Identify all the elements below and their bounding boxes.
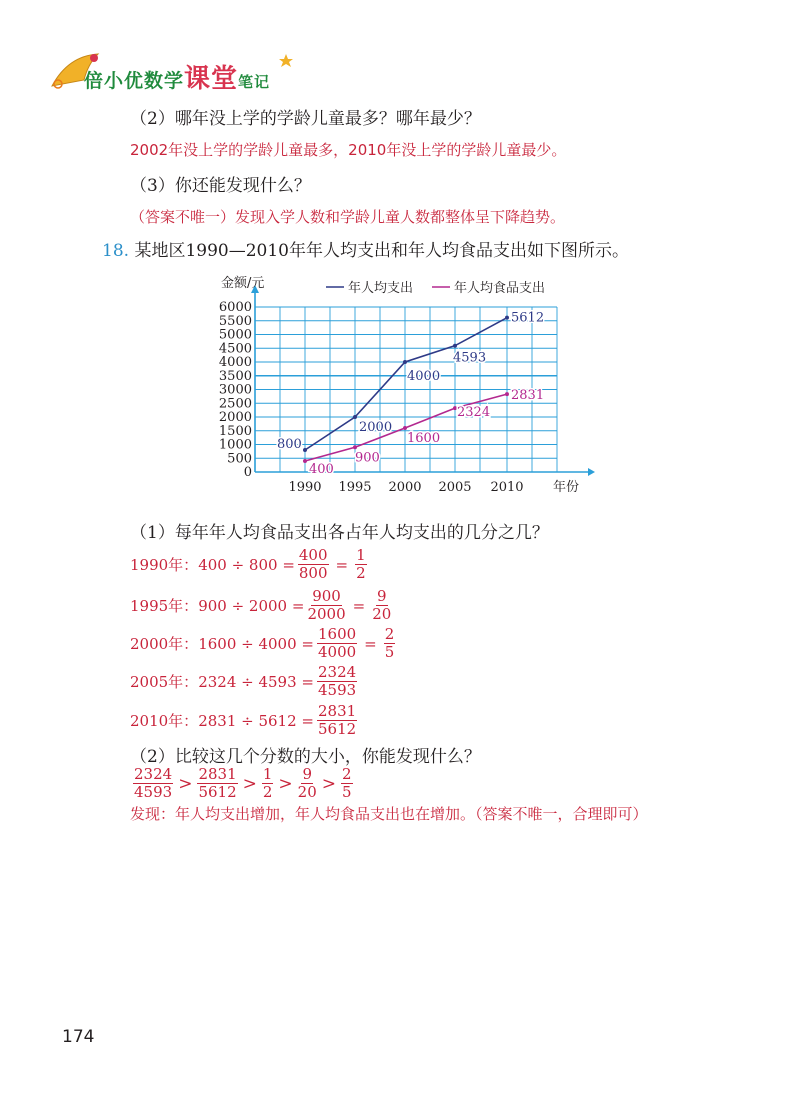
data-label: 2324	[457, 405, 491, 421]
calc-year: 2010年：	[130, 712, 199, 730]
data-label: 400	[309, 462, 334, 477]
numerator: 2324	[317, 663, 357, 681]
calc-expression: 2324 ÷ 4593 =	[198, 672, 314, 691]
calc-expression: 400 ÷ 800 =	[198, 555, 295, 574]
data-point	[303, 448, 307, 452]
page-number: 174	[62, 1027, 95, 1047]
legend-label-total: 年人均支出	[348, 281, 414, 296]
fraction	[372, 588, 391, 623]
y-tick-label: 1500	[218, 423, 252, 439]
data-label: 4593	[453, 350, 487, 366]
y-tick-label: 4000	[218, 355, 252, 370]
question-2-answer: 2002年没上学的学龄儿童最多，2010年没上学的学龄儿童最少。	[130, 141, 567, 159]
calc-year: 1990年：	[130, 556, 199, 574]
fraction	[307, 588, 345, 623]
data-label: 4000	[407, 369, 441, 384]
x-tick-label: 2010	[490, 480, 524, 495]
x-axis-arrow	[588, 468, 595, 476]
problem-text: 某地区1990—2010年年人均支出和年人均食品支出如下图所示。	[134, 241, 629, 261]
numerator: 2	[384, 625, 395, 643]
numerator: 2831	[317, 702, 357, 720]
fraction	[355, 547, 367, 582]
fraction	[384, 626, 396, 661]
y-tick-label: 3000	[218, 382, 252, 398]
calc-year: 1995年：	[130, 597, 199, 615]
x-tick-label: 1990	[288, 480, 322, 495]
data-label: 800	[277, 437, 302, 452]
calc-year: 2005年：	[130, 673, 199, 691]
denominator: 2	[262, 783, 273, 801]
finding-answer: 发现：年人均支出增加，年人均食品支出也在增加。（答案不唯一，合理即可）	[130, 805, 648, 823]
data-label: 5612	[511, 310, 545, 326]
calc-row	[130, 664, 360, 699]
greater-than-sign: >	[178, 773, 193, 794]
logo-part3: 笔记	[238, 73, 271, 91]
calc-row	[130, 547, 370, 582]
y-tick-label: 500	[227, 451, 252, 467]
data-point	[403, 360, 407, 364]
y-tick-label: 5500	[218, 313, 252, 329]
fraction	[341, 766, 353, 801]
y-tick-label: 2500	[218, 396, 252, 412]
denominator: 5	[384, 643, 395, 661]
calc-expression: 1600 ÷ 4000 =	[198, 634, 314, 653]
greater-than-sign: >	[278, 773, 293, 794]
data-label: 1600	[407, 431, 441, 446]
y-tick-label: 4500	[218, 341, 252, 357]
denominator: 20	[297, 783, 317, 801]
greater-than-sign: >	[321, 773, 337, 794]
y-axis-label: 金额/元	[221, 276, 265, 291]
denominator: 20	[372, 605, 392, 623]
data-label: 2000	[359, 420, 393, 435]
denominator: 4000	[317, 643, 357, 661]
fraction	[298, 547, 329, 582]
fraction	[298, 766, 317, 801]
denominator: 800	[298, 564, 328, 582]
denominator: 5	[342, 783, 352, 801]
denominator: 2000	[307, 605, 346, 623]
question-3-text: （3）你还能发现什么？	[130, 176, 311, 196]
data-point	[505, 392, 509, 396]
question-2-text: （2）哪年没上学的学龄儿童最多？哪年最少？	[130, 109, 481, 129]
denominator: 4593	[317, 681, 357, 699]
x-tick-label: 1995	[338, 480, 372, 495]
problem-number: 18.	[102, 241, 130, 261]
x-tick-label: 2005	[438, 480, 472, 495]
numerator: 1	[262, 765, 273, 783]
expenditure-line-chart	[0, 0, 800, 520]
equals-sign: =	[335, 555, 349, 574]
series-line-total	[305, 318, 507, 450]
calc-year: 2000年：	[130, 635, 199, 653]
question-3-answer: （答案不唯一）发现入学人数和学龄儿童人数都整体呈下降趋势。	[130, 208, 566, 226]
numerator: 900	[312, 587, 341, 605]
denominator: 2	[356, 564, 366, 582]
greater-than-sign: >	[242, 773, 257, 794]
calc-expression: 2831 ÷ 5612 =	[198, 711, 314, 730]
y-tick-label: 5000	[218, 327, 252, 343]
numerator: 1600	[317, 625, 357, 643]
calc-expression: 900 ÷ 2000 =	[198, 596, 305, 615]
equals-sign: =	[364, 634, 377, 653]
data-point	[453, 344, 457, 348]
data-label: 900	[355, 450, 380, 466]
data-point	[353, 445, 357, 449]
x-tick-label: 2000	[388, 480, 422, 495]
numerator: 9	[302, 765, 312, 783]
data-point	[303, 459, 307, 463]
fraction	[317, 626, 357, 661]
sub-question-2-text: （2）比较这几个分数的大小，你能发现什么？	[130, 747, 481, 767]
calc-row	[130, 626, 398, 661]
x-axis-label: 年份	[553, 480, 580, 495]
numerator: 400	[298, 546, 328, 564]
fraction	[317, 664, 357, 699]
logo-part2: 课堂	[184, 64, 239, 94]
numerator: 2831	[198, 765, 237, 783]
fraction	[262, 766, 274, 801]
data-point	[505, 316, 509, 320]
data-point	[403, 426, 407, 430]
calc-row	[130, 703, 360, 738]
fraction	[133, 766, 173, 801]
fraction	[197, 766, 237, 801]
y-tick-label: 6000	[218, 300, 252, 315]
y-tick-label: 1000	[218, 437, 252, 453]
y-tick-label: 3500	[218, 368, 252, 384]
numerator: 1	[356, 546, 366, 564]
sub-question-1-text: （1）每年年人均食品支出各占年人均支出的几分之几？	[130, 523, 549, 543]
denominator: 5612	[198, 783, 237, 801]
y-tick-label: 0	[243, 465, 252, 480]
numerator: 9	[376, 587, 387, 605]
logo-part1: 倍小优数学	[84, 70, 185, 92]
data-point	[353, 415, 357, 419]
calc-row	[130, 588, 394, 623]
data-label: 2831	[511, 388, 545, 404]
y-tick-label: 2000	[218, 410, 252, 425]
fraction	[317, 703, 357, 738]
numerator: 2	[342, 765, 352, 783]
fraction-comparison	[130, 766, 356, 801]
legend-label-food: 年人均食品支出	[454, 281, 546, 296]
equals-sign: =	[352, 596, 366, 615]
denominator: 4593	[134, 783, 173, 801]
numerator: 2324	[134, 765, 173, 783]
denominator: 5612	[317, 720, 357, 738]
